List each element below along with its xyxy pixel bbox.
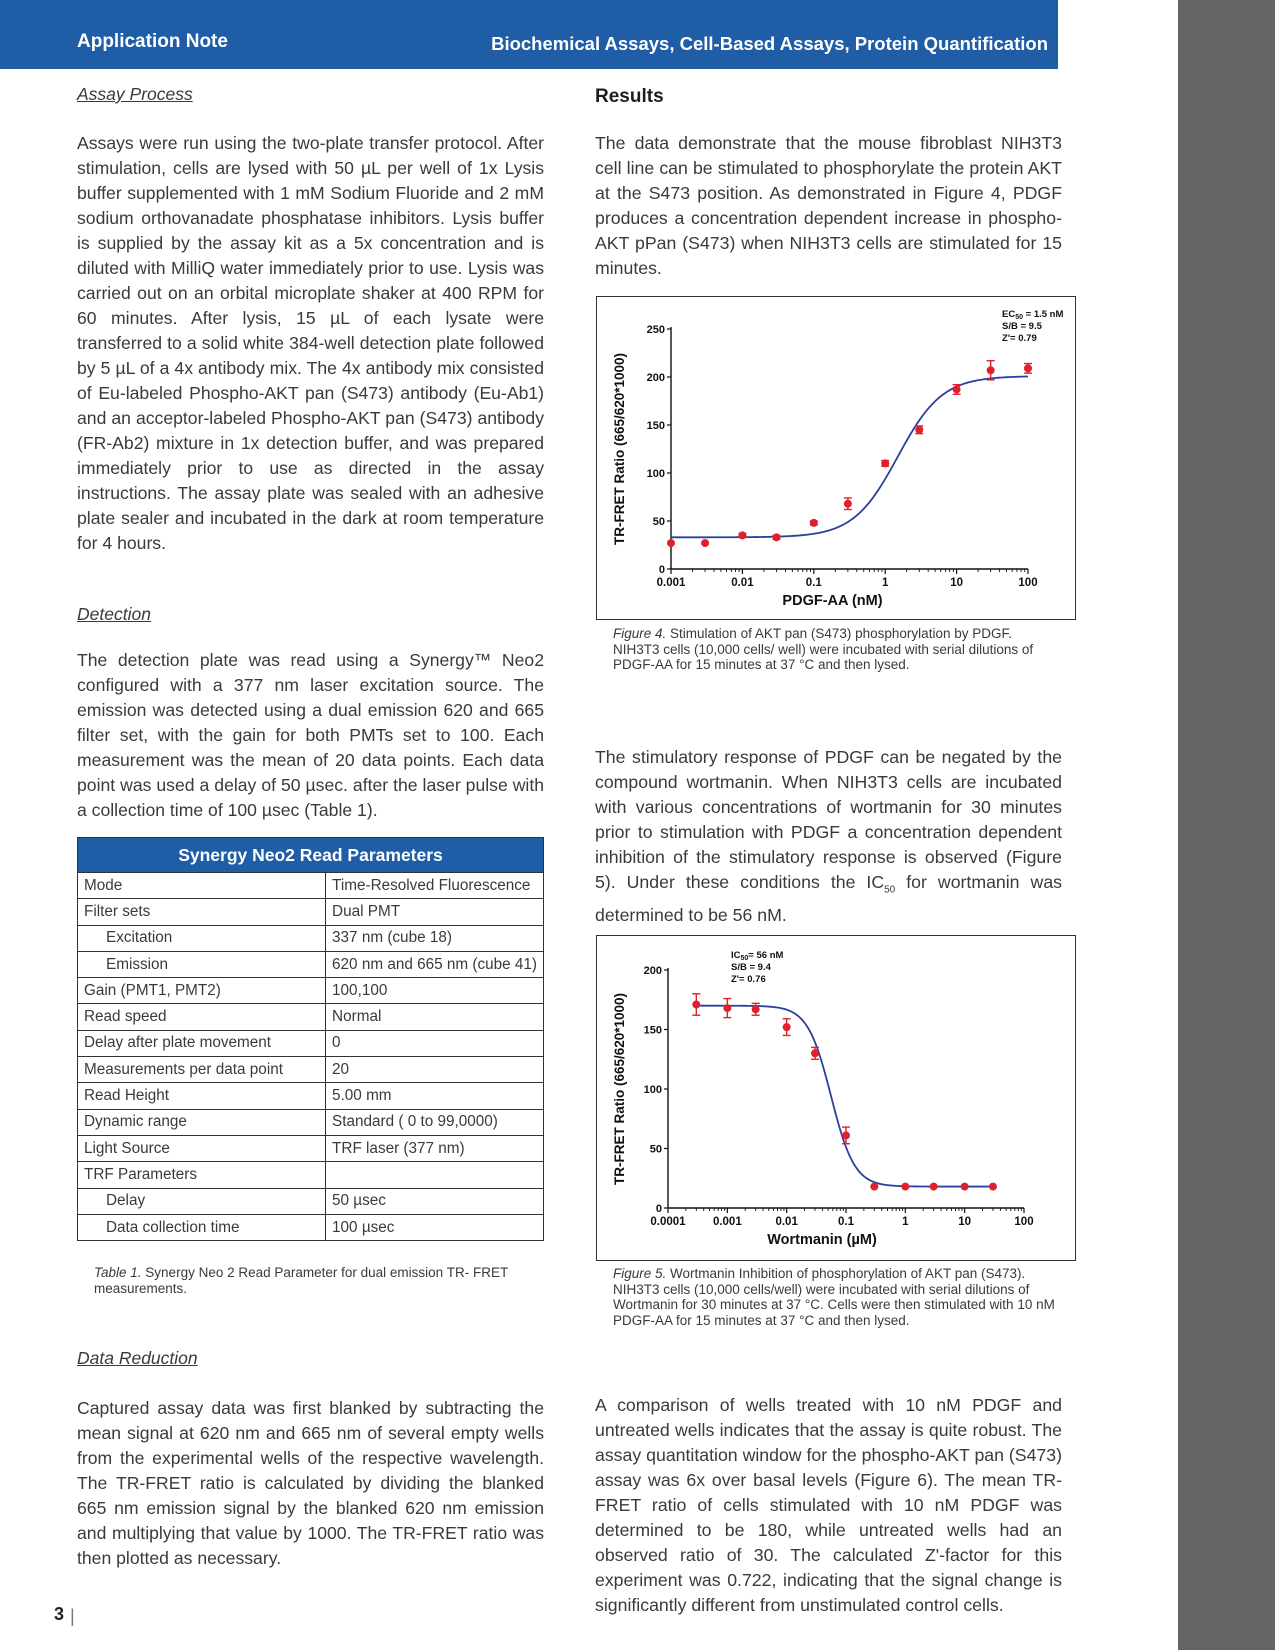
- table-row: [78, 1188, 544, 1214]
- table-caption-label: Table 1.: [94, 1265, 142, 1280]
- x-tick-label: 0.1: [838, 1216, 854, 1228]
- table-row: [78, 899, 544, 925]
- wortmanin-text-sub: 50: [884, 884, 896, 896]
- param-value: 620 nm and 665 nm (cube 41): [326, 951, 544, 977]
- figure-5-chart: [596, 935, 1076, 1261]
- data-reduction-heading: [77, 1348, 544, 1369]
- y-tick-label: 0: [655, 1203, 662, 1215]
- data-point: [772, 533, 780, 541]
- data-point: [842, 1131, 850, 1139]
- figure-5-caption: [613, 1266, 1068, 1328]
- comparison-text: A comparison of wells treated with 10 nM PDGF and untreated wells indicates that the assay is quite robust. The assay quantitation window for the phospho-AKT pan (S473) assay was 6x over basal levels (Figure 6). The mean TR-FRET ratio of cells stimulated with 10 nM PDGF was determined to be 180, while untreated wells had an observed ratio of 30. The calculated Z'-factor for this experiment was 0.722, indicating that the signal change is significantly different from unstimulated control cells.: [595, 1395, 1062, 1615]
- x-tick-label: 0.0001: [650, 1216, 686, 1228]
- header-topics: Biochemical Assays, Cell-Based Assays, Protein Quantification: [491, 33, 1048, 54]
- param-name: TRF Parameters: [78, 1162, 326, 1188]
- data-point: [1024, 364, 1032, 372]
- data-point: [810, 519, 818, 527]
- data-point: [723, 1004, 731, 1012]
- param-name: Gain (PMT1, PMT2): [78, 978, 326, 1004]
- x-axis-title: PDGF-AA (nM): [782, 593, 883, 609]
- comparison-section: [595, 1393, 1062, 1618]
- table-row: [78, 1083, 544, 1109]
- param-value: 50 µsec: [326, 1188, 544, 1214]
- table-row: [78, 925, 544, 951]
- param-name: Measurements per data point: [78, 1057, 326, 1083]
- y-tick-label: 0: [658, 564, 665, 576]
- x-tick-label: 0.001: [712, 1216, 742, 1228]
- param-name: Excitation: [78, 925, 326, 951]
- page-number: 3: [54, 1604, 65, 1624]
- x-tick-label: 1: [881, 577, 889, 589]
- results-text: The data demonstrate that the mouse fibroblast NIH3T3 cell line can be stimulated to phosphorylate the protein AKT at the S473 position. As demonstrated in Figure 4, PDGF produces a concentration dependent increase in phospho-AKT pPan (S473) when NIH3T3 cells are stimulated for 15 minutes.: [595, 133, 1062, 278]
- table-row: [78, 873, 544, 899]
- wortmanin-text-b: for wortmanin was determined to be 56 nM.: [595, 872, 1062, 925]
- results-title: Results: [595, 86, 664, 107]
- page-number-divider: |: [70, 1606, 75, 1626]
- detection-title: Detection: [77, 604, 151, 624]
- table-row: [78, 1109, 544, 1135]
- table-row: [78, 1214, 544, 1240]
- param-name: Light Source: [78, 1135, 326, 1161]
- y-tick-label: 100: [646, 468, 665, 480]
- data-point: [881, 459, 889, 467]
- detection-text: The detection plate was read using a Synergy™ Neo2 configured with a 377 nm laser excitation source. The emission was detected using a dual emission 620 and 665 filter set, with the gain for both PMTs set to 100. Each measurement was the mean of 20 data points. Each data point was used a delay of 50 µsec. after the laser pulse with a collection time of 100 µsec (Table 1).: [77, 650, 544, 820]
- figure-4-svg: [597, 297, 1075, 619]
- wortmanin-text-a: The stimulatory response of PDGF can be negated by the compound wortmanin. When NIH3T3 cells are incubated with various concentrations of wortmanin for 30 minutes prior to stimulation with PDGF a concentration dependent inhibition of the stimulatory response is observed (Figure 5). Under these conditions the IC: [595, 747, 1062, 892]
- detection-section: [77, 648, 544, 823]
- y-tick-label: 250: [646, 324, 665, 336]
- table-row: [78, 951, 544, 977]
- figure-4-caption: [613, 626, 1068, 673]
- y-tick-label: 100: [643, 1084, 662, 1096]
- page-sidebar: [1178, 0, 1275, 1650]
- read-parameters-table: [77, 837, 544, 1241]
- header-doc-type: Application Note: [77, 31, 228, 52]
- param-value: 100,100: [326, 978, 544, 1004]
- figure-5-svg: [597, 936, 1075, 1260]
- y-axis-title: TR-FRET Ratio (665/620*1000): [612, 352, 627, 546]
- data-point: [987, 366, 995, 374]
- x-tick-label: 10: [950, 577, 963, 589]
- x-tick-label: 0.1: [805, 577, 822, 589]
- figure-4-caption-title: Stimulation of AKT pan (S473) phosphorylation by PDGF.: [666, 626, 1012, 641]
- data-point: [701, 539, 709, 547]
- x-axis-title: Wortmanin (µM): [767, 1232, 877, 1248]
- stat-label-midpoint: $EC_{50} = 1.5$ nM: [1002, 309, 1064, 321]
- param-value: 20: [326, 1057, 544, 1083]
- table-row: [78, 1162, 544, 1188]
- table-caption: [94, 1265, 544, 1296]
- y-tick-label: 150: [646, 420, 665, 432]
- results-section: [595, 131, 1062, 281]
- assay-process-title: Assay Process: [77, 84, 193, 104]
- param-name: Filter sets: [78, 899, 326, 925]
- data-point: [752, 1005, 760, 1013]
- data-reduction-text: Captured assay data was first blanked by subtracting the mean signal at 620 nm and 665 nm of several empty wells from the experimental wells of the respective wavelength. The TR-FRET ratio is calculated by dividing the blanked 665 nm emission signal by the blanked 620 nm emission and multiplying that value by 1000. The TR-FRET ratio was then plotted as necessary.: [77, 1398, 544, 1568]
- param-value: Time-Resolved Fluorescence: [326, 873, 544, 899]
- fit-curve: [697, 1006, 992, 1187]
- data-point: [901, 1183, 909, 1191]
- figure-5-caption-text: NIH3T3 cells (10,000 cells/well) were incubated with serial dilutions of Wortmanin for 30 minutes at 37 °C. Cells were then stimulated with 10 nM PDGF-AA for 15 minutes at 37 °C and then lysed.: [613, 1281, 1055, 1328]
- read-parameters-body: [78, 873, 544, 1241]
- data-point: [783, 1023, 791, 1031]
- param-name: Read speed: [78, 1004, 326, 1030]
- data-point: [667, 539, 675, 547]
- figure-4-chart: [596, 296, 1076, 620]
- stat-label-z: Z'= 0.79: [1002, 333, 1037, 344]
- param-name: Data collection time: [78, 1214, 326, 1240]
- x-tick-label: 0.001: [656, 577, 686, 589]
- param-value: 0: [326, 1030, 544, 1056]
- data-point: [738, 531, 746, 539]
- data-point: [989, 1183, 997, 1191]
- data-point: [844, 500, 852, 508]
- data-reduction-section: [77, 1396, 544, 1571]
- param-value: Dual PMT: [326, 899, 544, 925]
- wortmanin-text: [595, 745, 1062, 928]
- y-tick-label: 50: [649, 1143, 662, 1156]
- figure-5-caption-title: Wortmanin Inhibition of phosphorylation of AKT pan (S473).: [666, 1266, 1026, 1281]
- param-value: 5.00 mm: [326, 1083, 544, 1109]
- param-value: 100 µsec: [326, 1214, 544, 1240]
- param-value: Normal: [326, 1004, 544, 1030]
- page-header: [0, 0, 1058, 69]
- data-point: [961, 1183, 969, 1191]
- assay-process-heading: [77, 84, 544, 105]
- figure-4-caption-label: Figure 4.: [613, 626, 667, 641]
- table-row: [78, 978, 544, 1004]
- data-reduction-title: Data Reduction: [77, 1348, 198, 1368]
- param-name: Delay after plate movement: [78, 1030, 326, 1056]
- x-tick-label: 100: [1014, 1216, 1034, 1228]
- table-caption-text: Synergy Neo 2 Read Parameter for dual emission TR- FRET measurements.: [94, 1265, 508, 1296]
- figure-4-caption-text: NIH3T3 cells (10,000 cells/ well) were incubated with serial dilutions of PDGF-AA for 15 minutes at 37 °C and then lysed.: [613, 641, 1034, 672]
- figure-5-caption-label: Figure 5.: [613, 1266, 667, 1281]
- data-point: [953, 385, 961, 393]
- stat-label-midpoint: $IC_{50}= 56$ nM: [731, 950, 784, 962]
- data-point: [692, 1001, 700, 1009]
- table-row: [78, 1057, 544, 1083]
- detection-heading: [77, 604, 544, 625]
- y-tick-label: 50: [652, 516, 665, 528]
- param-value: 337 nm (cube 18): [326, 925, 544, 951]
- stat-label-sb: S/B = 9.5: [1002, 321, 1042, 332]
- param-value: [326, 1162, 544, 1188]
- y-tick-label: 200: [643, 965, 662, 977]
- data-point: [870, 1183, 878, 1191]
- y-axis-title: TR-FRET Ratio (665/620*1000): [612, 992, 627, 1186]
- assay-process-section: [77, 131, 544, 556]
- param-name: Emission: [78, 951, 326, 977]
- results-heading: [595, 86, 1062, 108]
- read-parameters-title: Synergy Neo2 Read Parameters: [78, 838, 544, 873]
- x-tick-label: 0.01: [775, 1216, 798, 1228]
- param-name: Read Height: [78, 1083, 326, 1109]
- fit-curve: [671, 376, 1028, 537]
- stat-label-z: Z'= 0.76: [731, 974, 766, 985]
- data-point: [811, 1049, 819, 1057]
- param-name: Mode: [78, 873, 326, 899]
- param-value: TRF laser (377 nm): [326, 1135, 544, 1161]
- y-tick-label: 200: [646, 372, 665, 384]
- x-tick-label: 0.01: [731, 577, 754, 589]
- data-point: [930, 1183, 938, 1191]
- table-row: [78, 1004, 544, 1030]
- param-name: Delay: [78, 1188, 326, 1214]
- x-tick-label: 1: [902, 1216, 909, 1228]
- stat-label-sb: S/B = 9.4: [731, 962, 771, 973]
- data-point: [915, 426, 923, 434]
- param-name: Dynamic range: [78, 1109, 326, 1135]
- table-row: [78, 1135, 544, 1161]
- y-tick-label: 150: [643, 1024, 662, 1037]
- param-value: Standard ( 0 to 99,0000): [326, 1109, 544, 1135]
- assay-process-text: Assays were run using the two-plate transfer protocol. After stimulation, cells are lysed with 50 µL per well of 1x Lysis buffer supplemented with 1 mM Sodium Fluoride and 2 mM sodium orthovanadate phosphatase inhibitors. Lysis buffer is supplied by the assay kit as a 5x concentration and is diluted with MilliQ water immediately prior to use. Lysis was carried out on an orbital microplate shaker at 400 RPM for 60 minutes. After lysis, 15 µL of each lysate were transferred to a solid white 384-well detection plate followed by 5 µL of a 4x antibody mix. The 4x antibody mix consisted of Eu-labeled Phospho-AKT pan (S473) antibody (Eu-Ab1) and an acceptor-labeled Phospho-AKT pan (S473) antibody (FR-Ab2) mixture in 1x detection buffer, and was prepared immediately prior to use as directed in the assay instructions. The assay plate was sealed with an adhesive plate sealer and incubated in the dark at room temperature for 4 hours.: [77, 133, 544, 553]
- table-row: [78, 1030, 544, 1056]
- x-tick-label: 10: [958, 1216, 972, 1228]
- x-tick-label: 100: [1018, 577, 1038, 589]
- wortmanin-section: [595, 745, 1062, 928]
